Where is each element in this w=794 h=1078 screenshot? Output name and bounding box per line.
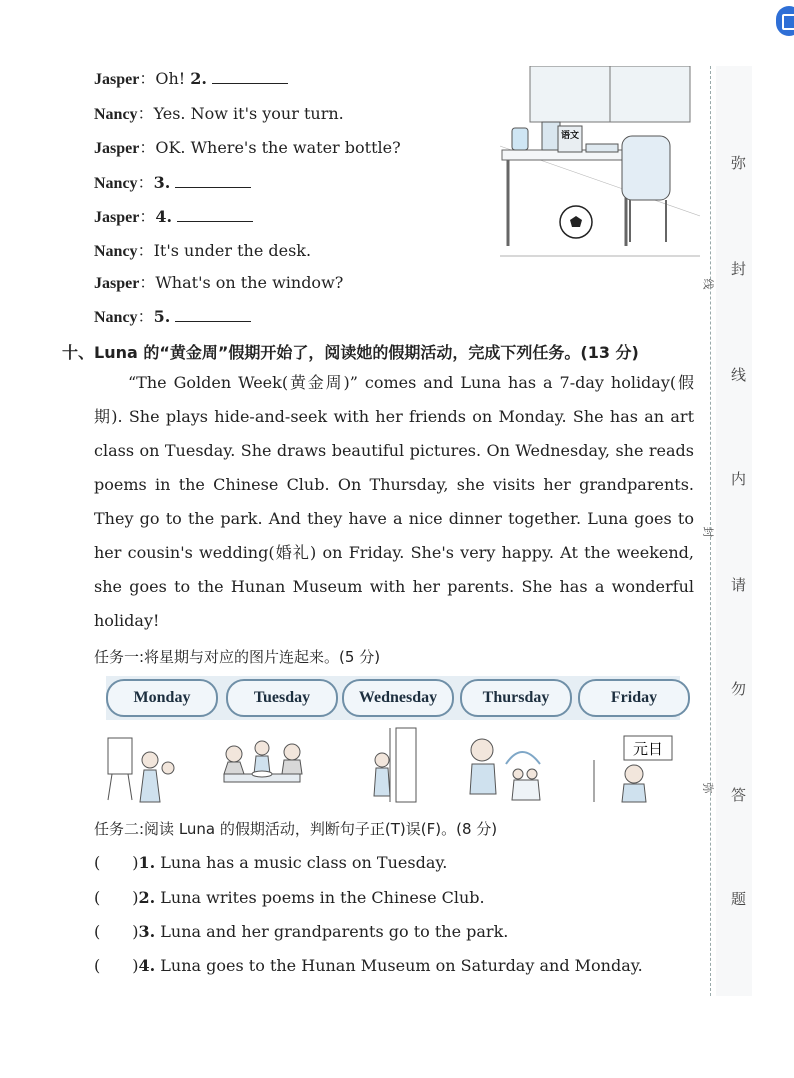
- day-monday[interactable]: Monday: [106, 679, 218, 717]
- line-text: Oh!: [155, 69, 186, 88]
- sign-text: 元日: [632, 740, 664, 758]
- floating-tool-button[interactable]: [776, 6, 794, 36]
- margin-char: 内: [731, 470, 747, 488]
- line-text: What's on the window?: [155, 273, 344, 292]
- margin-char: 答: [731, 786, 747, 804]
- item-number: 2.: [138, 888, 156, 907]
- item-text: Luna and her grandparents go to the park.: [160, 922, 509, 941]
- room-illustration: [500, 66, 700, 266]
- speaker: Jasper: [94, 209, 140, 226]
- book-label: 语文: [560, 131, 580, 141]
- answer-blank[interactable]: [175, 307, 251, 322]
- day-thursday[interactable]: Thursday: [460, 679, 572, 717]
- section-heading: 十、Luna 的“黄金周”假期开始了，阅读她的假期活动，完成下列任务。(13 分): [62, 343, 639, 362]
- tf-item: [94, 919, 508, 942]
- speaker: Jasper: [94, 275, 140, 292]
- dialogue-line: Jasper：Oh! 2.: [94, 66, 288, 89]
- binding-margin: [716, 66, 752, 996]
- margin-small-char: 线: [701, 278, 715, 290]
- item-text: Luna writes poems in the Chinese Club.: [160, 888, 485, 907]
- document-icon: [782, 14, 794, 30]
- task1-title: 任务一:将星期与对应的图片连起来。(5 分): [94, 648, 381, 666]
- margin-small-char: 弥: [701, 782, 715, 794]
- answer-blank[interactable]: [212, 69, 288, 84]
- margin-char: 弥: [731, 154, 747, 172]
- margin-char: 封: [731, 260, 747, 278]
- pencil-case: [586, 144, 618, 152]
- backpack: [622, 136, 670, 200]
- task2-title: 任务二:阅读 Luna 的假期活动，判断句子正(T)误(F)。(8 分): [94, 820, 498, 838]
- answer-blank[interactable]: [175, 173, 251, 188]
- answer-paren[interactable]: ( ): [94, 888, 139, 907]
- dialogue-line: Nancy：3.: [94, 170, 251, 193]
- margin-char: 线: [731, 366, 747, 384]
- item-number: 1.: [138, 853, 156, 872]
- tf-item: [94, 953, 643, 976]
- water-bottle: [512, 128, 528, 150]
- picture-hide-and-seek[interactable]: [366, 724, 426, 804]
- answer-paren[interactable]: ( ): [94, 922, 139, 941]
- answer-paren[interactable]: ( ): [94, 853, 139, 872]
- dialogue-line: Jasper：OK. Where's the water bottle?: [94, 138, 401, 157]
- blank-number: 2.: [190, 69, 207, 88]
- speaker: Nancy: [94, 243, 138, 260]
- margin-char: 勿: [731, 680, 747, 698]
- item-number: 4.: [138, 956, 156, 975]
- item-number: 3.: [138, 922, 156, 941]
- line-text: It's under the desk.: [153, 241, 312, 260]
- day-wednesday[interactable]: Wednesday: [342, 679, 454, 717]
- picture-wedding[interactable]: [462, 724, 552, 804]
- item-text: Luna goes to the Hunan Museum on Saturday and Monday.: [160, 956, 643, 975]
- blank-number: 4.: [155, 207, 173, 226]
- book: [542, 122, 560, 150]
- tf-item: [94, 885, 485, 908]
- tf-item: [94, 850, 447, 873]
- speaker: Nancy: [94, 175, 138, 192]
- dialogue-line: Jasper：4.: [94, 204, 253, 227]
- picture-drawing-class[interactable]: [104, 724, 180, 804]
- day-friday[interactable]: Friday: [578, 679, 690, 717]
- reading-passage: “The Golden Week(黄金周)” comes and Luna has a 7-day holiday(假期). She plays hide-and-seek with her friends on Monday. She has an art class on Tuesday. She draws beautiful pictures. On Wednesday, she reads poems in the Chinese Club. On Thursday, she visits her grandparents. They go to the park. And they have a nice dinner together. Luna goes to her cousin's wedding(婚礼) on Friday. She's very happy. At the weekend, she goes to the Hunan Museum with her parents. She has a wonderful holiday!: [94, 373, 694, 630]
- picture-chinese-club[interactable]: [590, 724, 680, 804]
- blank-number: 3.: [153, 173, 171, 192]
- speaker: Nancy: [94, 309, 138, 326]
- speaker: Jasper: [94, 140, 140, 157]
- item-text: Luna has a music class on Tuesday.: [160, 853, 448, 872]
- margin-small-char: 封: [701, 526, 715, 538]
- blank-number: 5.: [153, 307, 171, 326]
- dialogue-line: Nancy：5.: [94, 304, 251, 327]
- answer-blank[interactable]: [177, 207, 253, 222]
- line-text: Yes. Now it's your turn.: [153, 104, 344, 123]
- margin-char: 请: [731, 576, 747, 594]
- line-text: OK. Where's the water bottle?: [155, 138, 401, 157]
- answer-paren[interactable]: ( ): [94, 956, 139, 975]
- day-tuesday[interactable]: Tuesday: [226, 679, 338, 717]
- margin-char: 题: [731, 890, 747, 908]
- dialogue-line: Nancy：Yes. Now it's your turn.: [94, 104, 344, 123]
- picture-family-dinner[interactable]: [210, 724, 314, 804]
- speaker: Jasper: [94, 71, 140, 88]
- dialogue-line: Jasper：What's on the window?: [94, 273, 344, 292]
- dialogue-line: Nancy：It's under the desk.: [94, 241, 312, 260]
- speaker: Nancy: [94, 106, 138, 123]
